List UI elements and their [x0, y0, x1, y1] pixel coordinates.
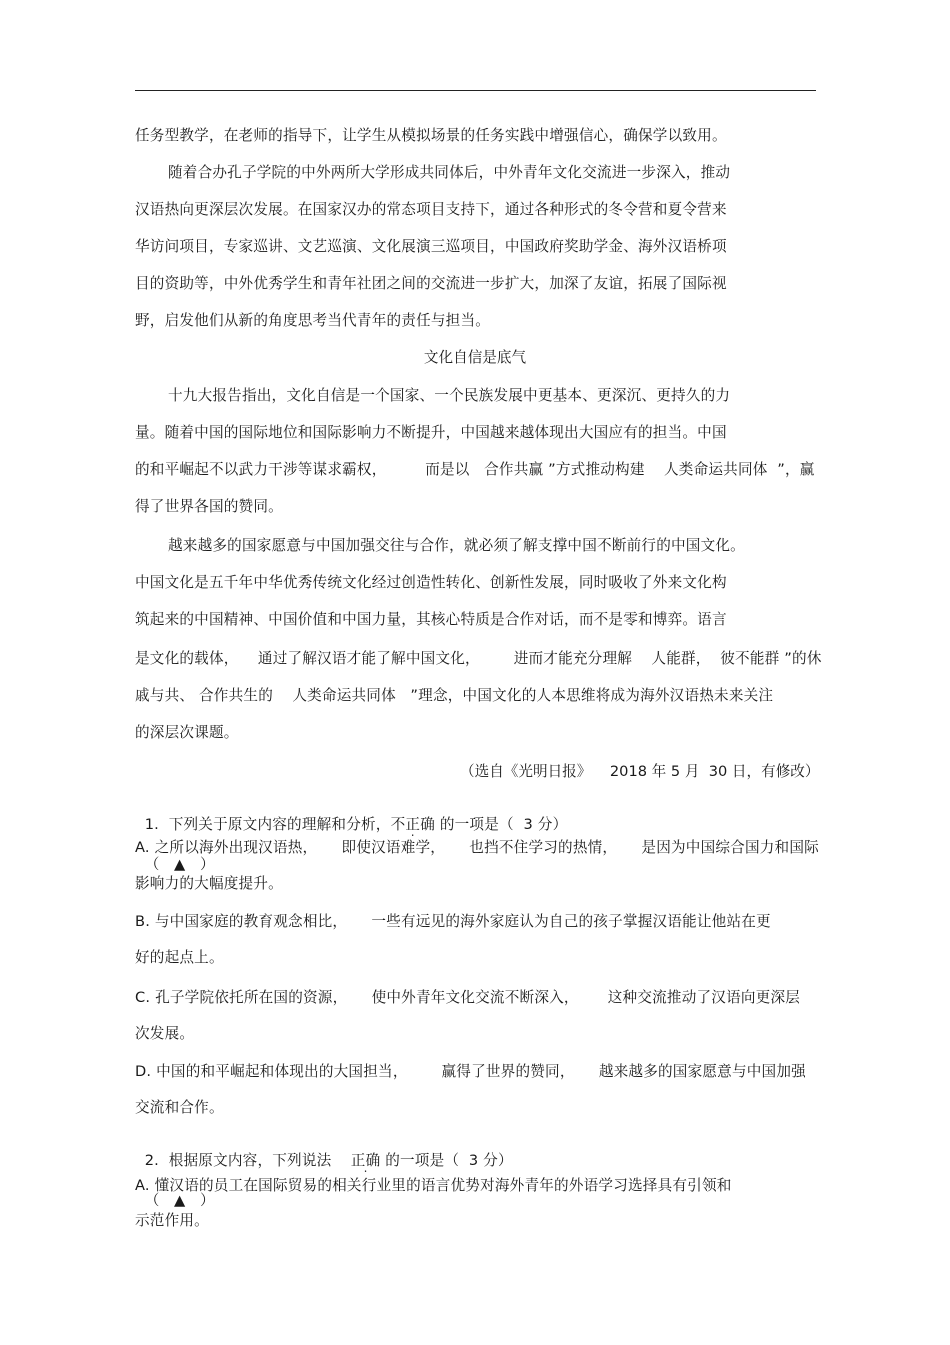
- question-2-points: 的一项是（ 3 分）: [380, 1152, 513, 1169]
- question-1-points: 的一项是（ 3 分）: [435, 816, 568, 833]
- option-d-cont: 交流和合作。: [135, 1099, 224, 1116]
- question-2-emphasis: 正确: [350, 1152, 381, 1169]
- option-c: C. 孔子学院依托所在国的资源， 使中外青年文化交流不断深入， 这种交流推动了汉语向更深层: [135, 989, 801, 1006]
- para-line: 得了世界各国的赞同。: [135, 498, 283, 515]
- para-line: 筑起来的中国精神、中国价值和中国力量，其核心特质是合作对话，而不是零和博弈。语言: [135, 611, 727, 628]
- option-a-cont: 影响力的大幅度提升。: [135, 875, 283, 892]
- para-line: 量。随着中国的国际地位和国际影响力不断提升，中国越来越体现出大国应有的担当。中国: [135, 424, 727, 441]
- source-citation: （选自《光明日报》 2018 年 5 月 30 日，有修改）: [460, 763, 820, 780]
- question-1-stem-text: 1. 下列关于原文内容的理解和分析，: [144, 816, 391, 833]
- para-line: 的和平崛起不以武力干涉等谋求霸权， 而是以 合作共赢 ”方式推动构建 人类命运共同体 ”，赢: [135, 461, 815, 478]
- option-a: A. 之所以海外出现汉语热， 即使汉语难学， 也挡不住学习的热情， 是因为中国综合国力和国际: [135, 839, 819, 856]
- question-2-stem: [135, 1131, 513, 1211]
- header-rule: [135, 90, 816, 91]
- para-line: 目的资助等，中外优秀学生和青年社团之间的交流进一步扩大，加深了友谊，拓展了国际视: [135, 275, 727, 292]
- question-1-stem: [135, 795, 567, 875]
- option-d: D. 中国的和平崛起和体现出的大国担当， 赢得了世界的赞同， 越来越多的国家愿意与中国加强: [135, 1063, 806, 1080]
- para-line: 中国文化是五千年中华优秀传统文化经过创造性转化、创新性发展，同时吸收了外来文化构: [135, 574, 727, 591]
- option-b-cont: 好的起点上。: [135, 949, 224, 966]
- option-b: B. 与中国家庭的教育观念相比， 一些有远见的海外家庭认为自己的孩子掌握汉语能让他站在更: [135, 913, 771, 930]
- para-line: 十九大报告指出，文化自信是一个国家、一个民族发展中更基本、更深沉、更持久的力: [168, 387, 731, 404]
- para-line: 任务型教学，在老师的指导下，让学生从模拟场景的任务实践中增强信心，确保学以致用。: [135, 127, 727, 144]
- para-line: 野，启发他们从新的角度思考当代青年的责任与担当。: [135, 312, 491, 329]
- option-a-cont: 示范作用。: [135, 1212, 209, 1229]
- option-c-cont: 次发展。: [135, 1025, 195, 1042]
- question-1-emphasis: 不正确: [390, 816, 435, 833]
- answer-blank[interactable]: （ ▲ ）: [144, 856, 215, 873]
- para-line: 是文化的载体， 通过了解汉语才能了解中国文化， 进而才能充分理解 人能群， 彼不能群 ”的休: [135, 650, 822, 667]
- para-line: 汉语热向更深层次发展。在国家汉办的常态项目支持下，通过各种形式的冬令营和夏令营来: [135, 201, 727, 218]
- para-line: 随着合办孔子学院的中外两所大学形成共同体后，中外青年文化交流进一步深入，推动: [168, 164, 731, 181]
- answer-blank[interactable]: （ ▲ ）: [144, 1192, 215, 1209]
- para-line: 越来越多的国家愿意与中国加强交往与合作，就必须了解支撑中国不断前行的中国文化。: [168, 537, 745, 554]
- para-line: 华访问项目，专家巡讲、文艺巡演、文化展演三巡项目，中国政府奖助学金、海外汉语桥项: [135, 238, 727, 255]
- section-heading: 文化自信是底气: [423, 349, 527, 366]
- para-line: 的深层次课题。: [135, 724, 239, 741]
- option-a: A. 懂汉语的员工在国际贸易的相关行业里的语言优势对海外青年的外语学习选择具有引领和: [135, 1177, 732, 1194]
- question-2-stem-text: 2. 根据原文内容，下列说法: [144, 1152, 351, 1169]
- para-line: 戚与共、 合作共生的 人类命运共同体 ”理念，中国文化的人本思维将成为海外汉语热未来关注: [135, 687, 774, 704]
